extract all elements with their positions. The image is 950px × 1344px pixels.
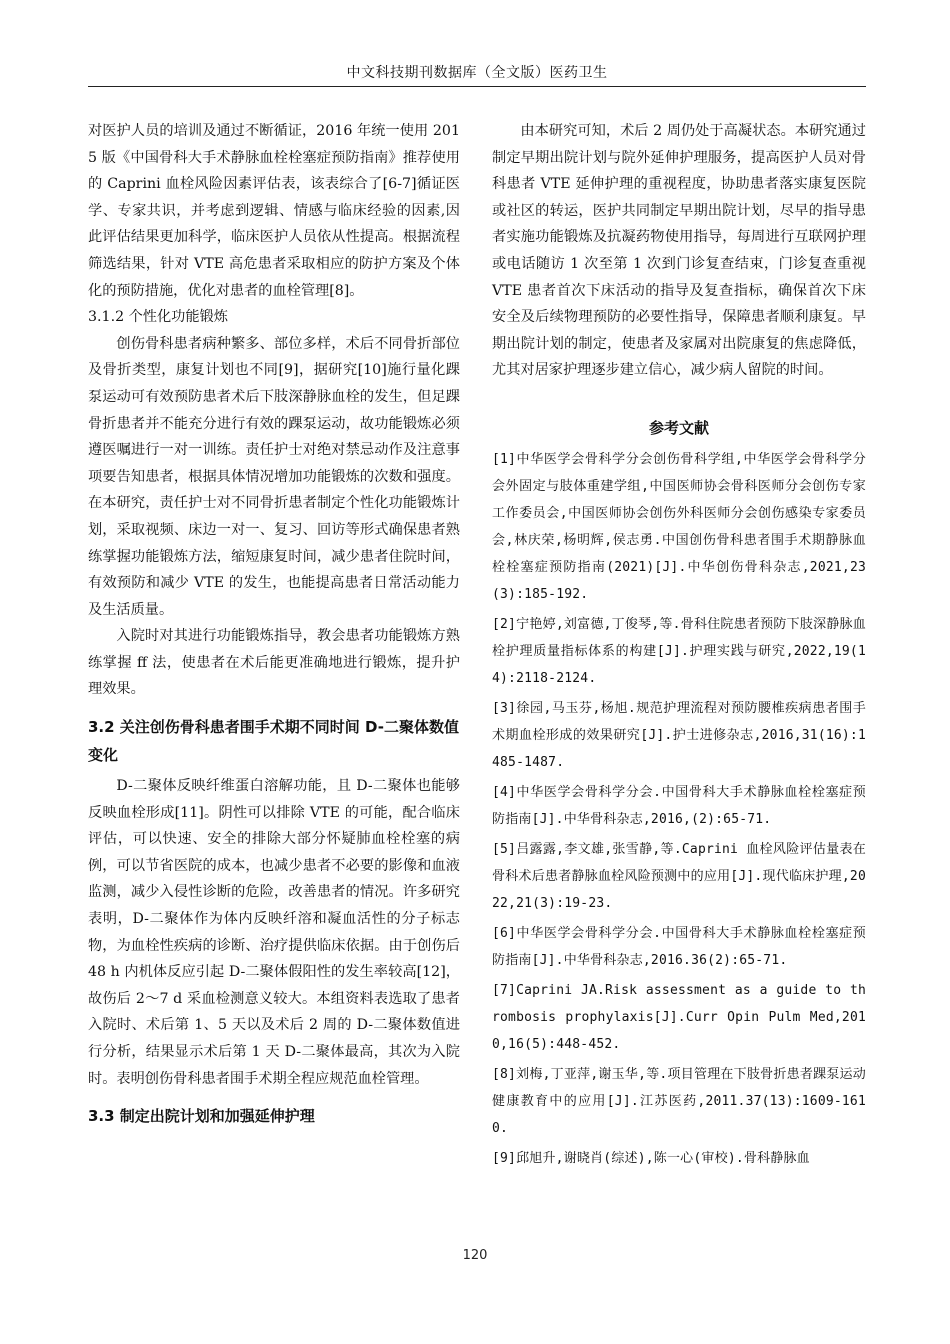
left-paragraph-1: 对医护人员的培训及通过不断循证，2016 年统一使用 2015 版《中国骨科大手术静脉血栓栓塞症预防指南》推荐使用的 Caprini 血栓风险因素评估表，该表综合了[6-7]循证医学、专家共识，并考虑到逻辑、情感与临床经验的因素,因此评估结果更加科学，临床医护人员依从性提高。根据流程筛选结果，针对 VTE 高危患者采取相应的防护方案及个体化的预防措施，优化对患者的血栓管理[8]。 [88,123,460,299]
section-heading-3-2: 3.2 关注创伤骨科患者围手术期不同时间 D-二聚体数值变化 [88,718,459,765]
reference-item: [1]中华医学会骨科学分会创伤骨科学组,中华医学会骨科学分会外固定与肢体重建学组,中国医师协会骨科医师分会创伤专家工作委员会,中国医师协会创伤外科医师分会创伤感染专家委员会,林庆荣,杨明辉,侯志勇.中国创伤骨科患者围手术期静脉血栓栓塞症预防指南(2021)[J].中华创伤骨科杂志,2021,23(3):185-192. [492,451,866,602]
section-heading-3-1-2: 3.1.2 个性化功能锻炼 [88,309,228,326]
reference-item: [7]Caprini JA.Risk assessment as a guide to thrombosis prophylaxis[J].Curr Opin Pulm Med,2010,16(5):448-452. [492,982,866,1052]
left-paragraph-2: 创伤骨科患者病种繁多、部位多样，术后不同骨折部位及骨折类型，康复计划也不同[9]，据研究[10]施行量化踝泵运动可有效预防患者术后下肢深静脉血栓的发生，但足踝骨折患者并不能充分进行有效的踝泵运动，故功能锻炼必须遵医嘱进行一对一训练。责任护士对绝对禁忌动作及注意事项要告知患者，根据具体情况增加功能锻炼的次数和强度。在本研究，责任护士对不同骨折患者制定个性化功能锻炼计划，采取视频、床边一对一、复习、回访等形式确保患者熟练掌握功能锻炼方法，缩短康复时间，减少患者住院时间，有效预防和减少 VTE 的发生，也能提高患者日常活动能力及生活质量。 [88,335,460,618]
reference-item: [8]刘梅,丁亚萍,谢玉华,等.项目管理在下肢骨折患者踝泵运动健康教育中的应用[J].江苏医药,2011.37(13):1609-1610. [492,1066,866,1136]
left-paragraph-3: 入院时对其进行功能锻炼指导，教会患者功能锻炼方熟练掌握 ff 法，使患者在术后能更准确地进行锻炼，提升护理效果。 [88,628,460,698]
reference-item: [4]中华医学会骨科学分会.中国骨科大手术静脉血栓栓塞症预防指南[J].中华骨科杂志,2016,(2):65-71. [492,784,866,827]
right-column [492,118,866,1175]
right-paragraph-1: 由本研究可知，术后 2 周仍处于高凝状态。本研究通过制定早期出院计划与院外延伸护理服务，提高医护人员对骨科患者 VTE 延伸护理的重视程度，协助患者落实康复医院或社区的转运，医护共同制定早期出院计划，尽早的指导患者实施功能锻炼及抗凝药物使用指导，每周进行互联网护理或电话随访 1 次至第 1 次到门诊复查结束，门诊复查重视 VTE 患者首次下床活动的指导及复查指标，确保首次下床安全及后续物理预防的必要性指导，保障患者顺利康复。早期出院计划的制定，使患者及家属对出院康复的焦虑降低，尤其对居家护理逐步建立信心，减少病人留院的时间。 [492,123,866,379]
reference-item: [9]邱旭升,谢晓肖(综述),陈一心(审校).骨科静脉血 [492,1150,810,1166]
reference-item: [2]宁艳婷,刘富德,丁俊琴,等.骨科住院患者预防下肢深静脉血栓护理质量指标体系的构建[J].护理实践与研究,2022,19(14):2118-2124. [492,616,866,686]
left-paragraph-4: D-二聚体反映纤维蛋白溶解功能，且 D-二聚体也能够反映血栓形成[11]。阴性可以排除 VTE 的可能，配合临床评估，可以快速、安全的排除大部分怀疑肺血栓栓塞的病例，可以节省医院的成本，也减少患者不必要的影像和血液监测，减少入侵性诊断的危险，改善患者的情况。许多研究表明，D-二聚体作为体内反映纤溶和凝血活性的分子标志物，为血栓性疾病的诊断、治疗提供临床依据。由于创伤后 48 h 内机体反应引起 D-二聚体假阳性的发生率较高[12]，故伤后 2～7 d 采血检测意义较大。本组资料表选取了患者入院时、术后第 1、5 天以及术后 2 周的 D-二聚体数值进行分析，结果显示术后第 1 天 D-二聚体最高，其次为入院时。表明创伤骨科患者围手术期全程应规范血栓管理。 [88,778,460,1087]
header-rule [88,86,866,87]
section-heading-3-3: 3.3 制定出院计划和加强延伸护理 [88,1107,315,1126]
references-title: 参考文献 [648,418,709,437]
page-number: 120 [462,1248,488,1263]
reference-item: [3]徐园,马玉芬,杨旭.规范护理流程对预防腰椎疾病患者围手术期血栓形成的效果研究[J].护士进修杂志,2016,31(16):1485-1487. [492,700,866,770]
journal-header: 中文科技期刊数据库（全文版）医药卫生 [346,65,608,81]
left-column [88,118,460,1134]
reference-item: [6]中华医学会骨科学分会.中国骨科大手术静脉血栓栓塞症预防指南[J].中华骨科杂志,2016.36(2):65-71. [492,925,866,968]
reference-item: [5]吕露露,李文雄,张雪静,等.Caprini 血栓风险评估量表在骨科术后患者静脉血栓风险预测中的应用[J].现代临床护理,2022,21(3):19-23. [492,841,866,911]
